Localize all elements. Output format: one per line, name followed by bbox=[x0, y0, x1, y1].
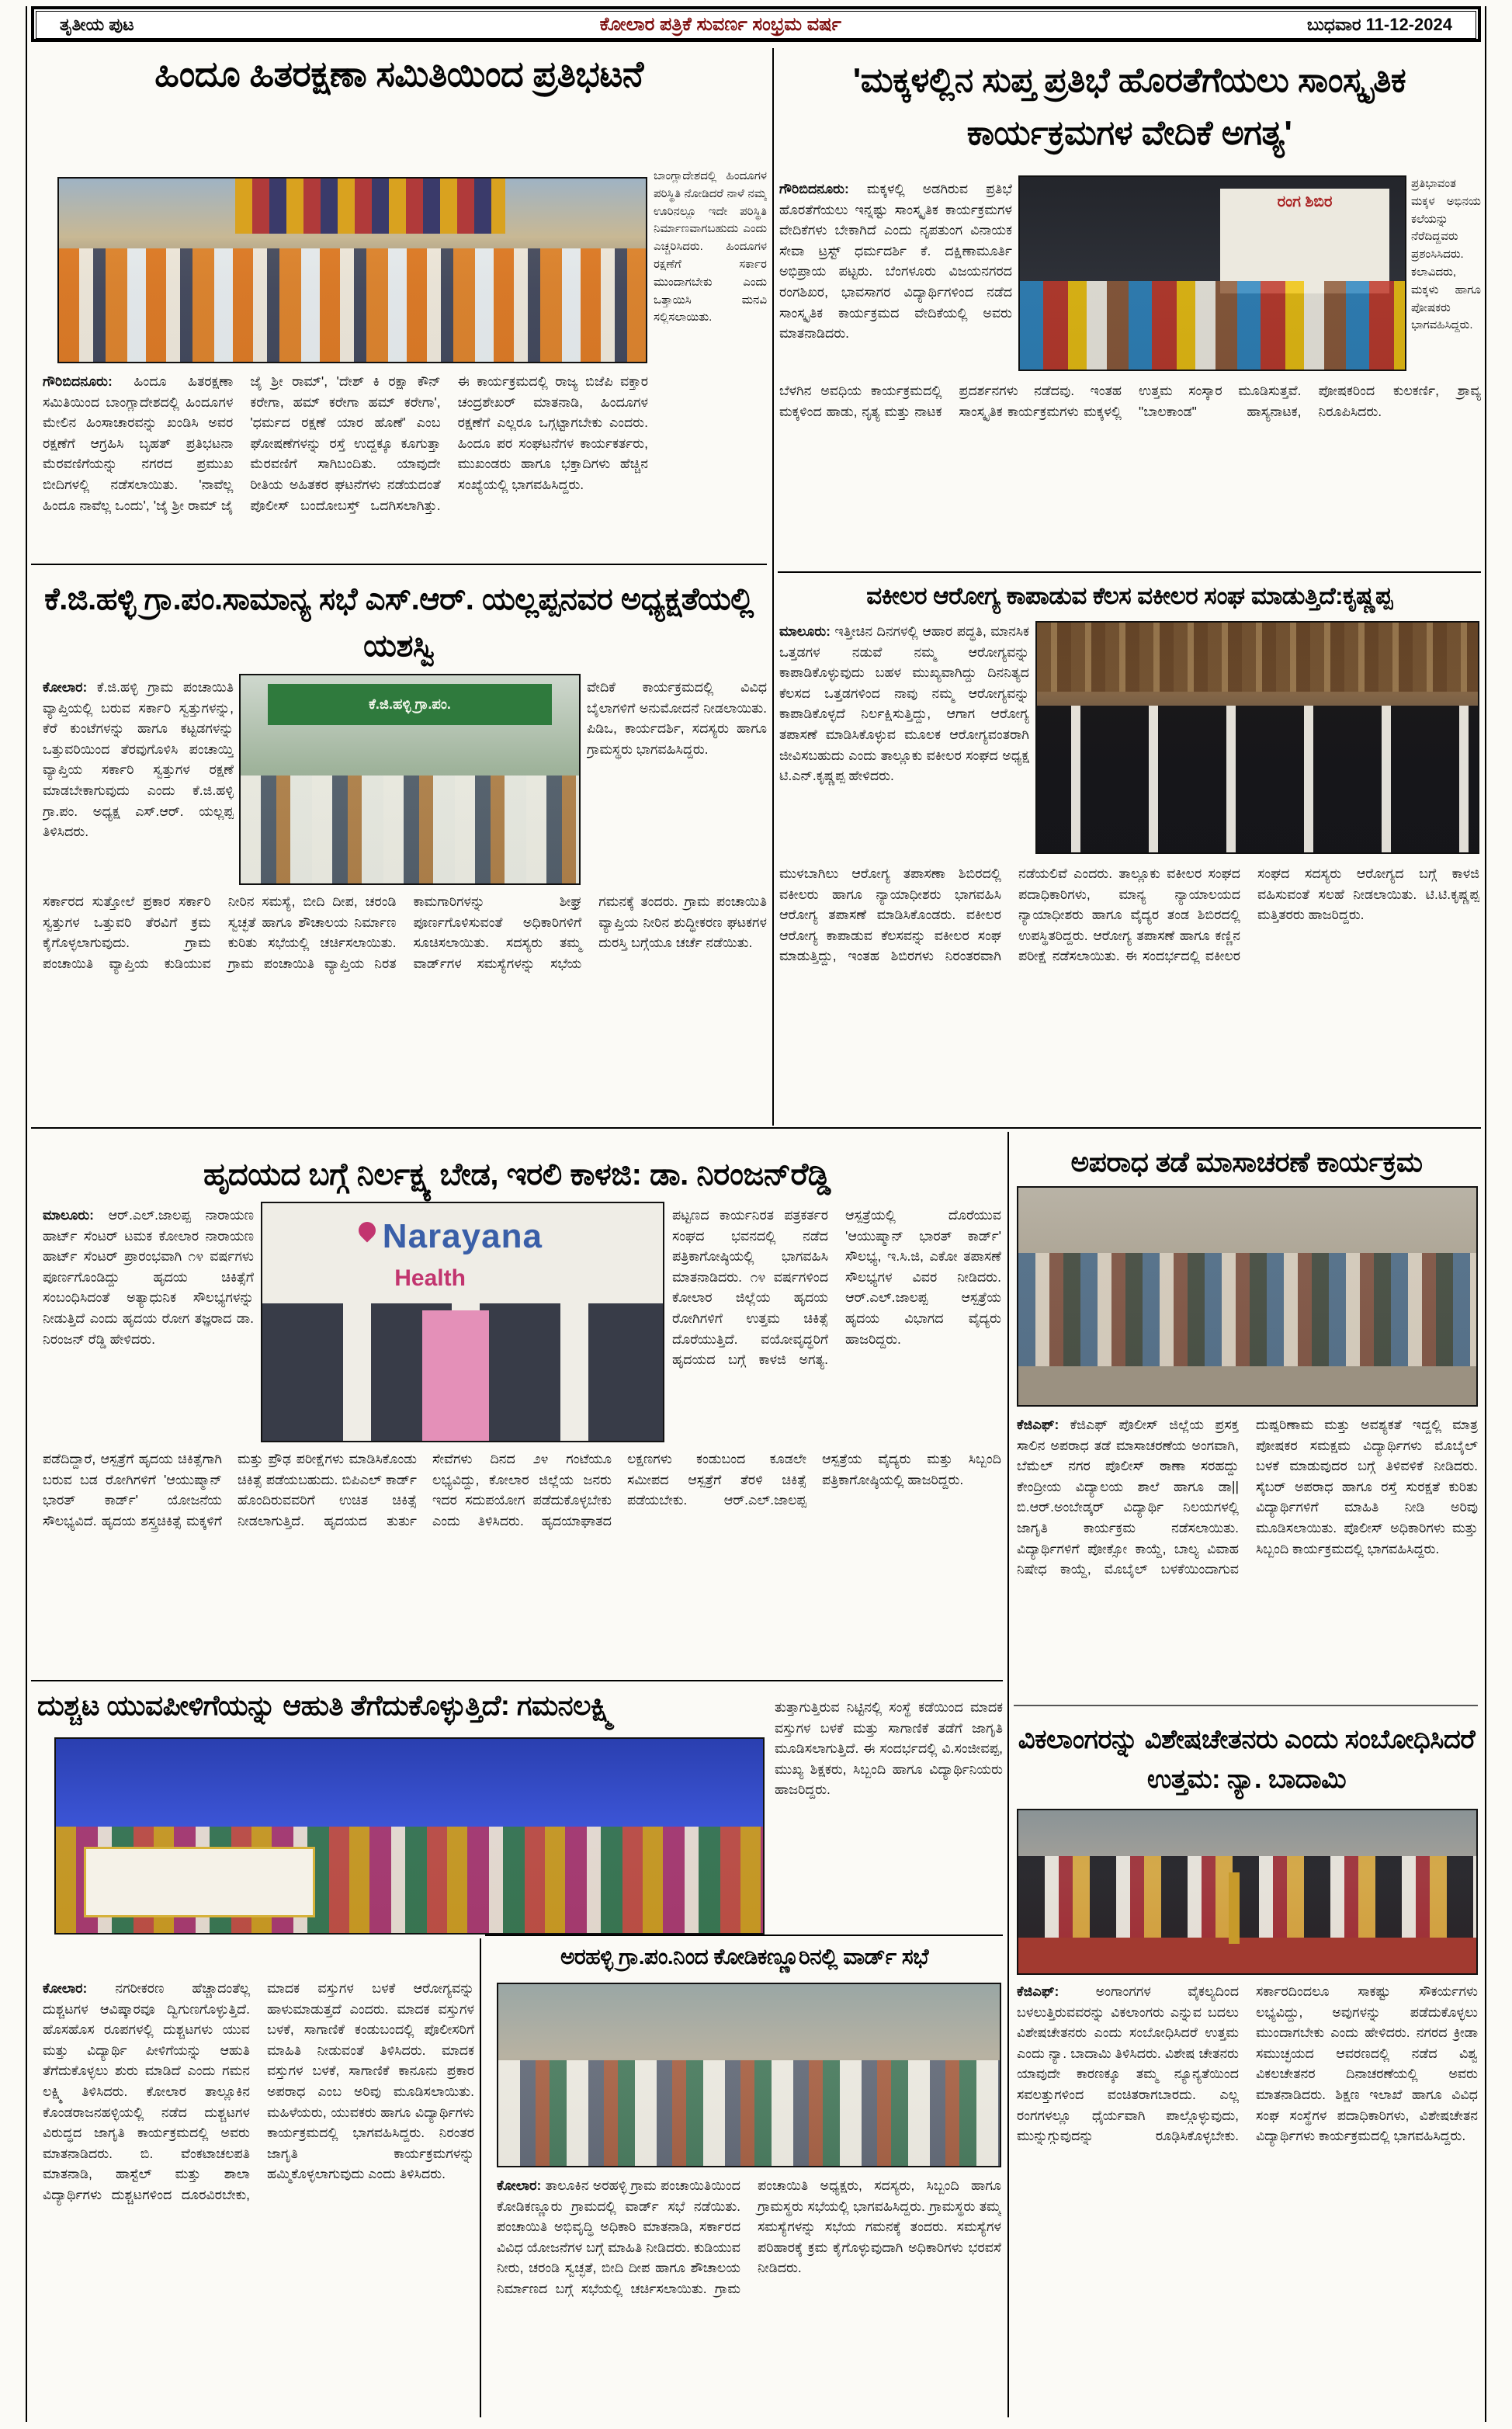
side-text: ಪ್ರತಿಭಾವಂತ ಮಕ್ಕಳ ಅಭಿನಯ ಕಲೆಯನ್ನು ನೆರೆದಿದ್ದವರು ಪ್ರಶಂಸಿಸಿದರು. ಕಲಾವಿದರು, ಮಕ್ಕಳು ಹಾಗೂ ಪೋಷಕರು ಭಾಗವಹಿಸಿದ್ದರು. bbox=[1411, 177, 1481, 332]
headline-lawyers-health: ವಕೀಲರ ಆರೋಗ್ಯ ಕಾಪಾಡುವ ಕೆಲಸ ವಕೀಲರ ಸಂಘ ಮಾಡುತ್ತಿದೆ:ಕೃಷ್ಣಪ್ಪ bbox=[866, 582, 1392, 609]
column-divider bbox=[480, 1938, 481, 2417]
section-divider bbox=[485, 1935, 1003, 1936]
page-frame-left bbox=[26, 6, 27, 2422]
headline-children-talent: 'ಮಕ್ಕಳಲ್ಲಿನ ಸುಪ್ತ ಪ್ರತಿಭೆ ಹೊರತೆಗೆಯಲು ಸಾಂಸ್ಕೃತಿಕ ಕಾರ್ಯಕ್ರಮಗಳ ವೇದಿಕೆ ಅಗತ್ಯ' bbox=[852, 61, 1406, 153]
meeting-hall-photo bbox=[239, 674, 581, 885]
side-text: ವೇದಿಕೆ ಕಾರ್ಯಕ್ರಮದಲ್ಲಿ ವಿವಿಧ ಬೈಲಾಗಳಿಗೆ ಅನುಮೋದನೆ ನೀಡಲಾಯಿತು. ಪಿಡಿಒ, ಕಾರ್ಯದರ್ಶಿ, ಸದಸ್ಯರು ಹಾಗೂ ಗ್ರಾಮಸ್ಥರು ಭಾಗವಹಿಸಿದ್ದರು. bbox=[587, 679, 767, 757]
section-divider bbox=[31, 1680, 1003, 1681]
article-side-column bbox=[587, 677, 767, 887]
article-body bbox=[779, 863, 1479, 1124]
article-lead-column bbox=[43, 677, 234, 887]
panchayat-banner bbox=[268, 684, 552, 726]
dateline: ಮಾಲೂರು: bbox=[779, 623, 831, 639]
certificate-group-photo bbox=[1018, 175, 1406, 371]
headline-crime-prevention: ಅಪರಾಧ ತಡೆ ಮಾಸಾಚರಣೆ ಕಾರ್ಯಕ್ರಮ bbox=[1070, 1146, 1423, 1178]
article-side-column bbox=[775, 1697, 1003, 1938]
awareness-march-photo bbox=[1017, 1186, 1478, 1407]
headline-hindu-protest: ಹಿಂದೂ ಹಿತರಕ್ಷಣಾ ಸಮಿತಿಯಿಂದ ಪ್ರತಿಭಟನೆ bbox=[154, 54, 643, 94]
advocates-figures bbox=[1037, 706, 1478, 852]
banner-text: ಕೆ.ಜಿ.ಹಳ್ಳಿ ಗ್ರಾ.ಪಂ. bbox=[369, 696, 451, 713]
body-text: ನಗರೀಕರಣ ಹೆಚ್ಚಾದಂತೆಲ್ಲ ದುಶ್ಚಟಗಳ ಆವಿಷ್ಕಾರವೂ ದ್ವಿಗುಣಗೊಳ್ಳುತ್ತಿದೆ. ಹೊಸಹೊಸ ರೂಪಗಳಲ್ಲಿ ದುಶ್ಚಟಗಳು ಯುವ ಮತ್ತು ವಿದ್ಯಾರ್ಥಿ ಪೀಳಿಗೆಯನ್ನು ಆಹುತಿ ತೆಗೆದುಕೊಳ್ಳಲು ಶುರು ಮಾಡಿದೆ ಎಂದು ಗಮನ ಲಕ್ಷ್ಮಿ ತಿಳಿಸಿದರು. ಕೋಲಾರ ತಾಲ್ಲೂಕಿನ ಕೊಂಡರಾಜನಹಳ್ಳಿಯಲ್ಲಿ ನಡೆದ ದುಶ್ಚಟಗಳ ವಿರುದ್ಧದ ಜಾಗೃತಿ ಕಾರ್ಯಕ್ರಮದಲ್ಲಿ ಅವರು ಮಾತನಾಡಿದರು. ಬಿ. ವೆಂಕಟಾಚಲಪತಿ ಮಾತನಾಡಿ, ಹಾಸ್ಟೆಲ್ ಮತ್ತು ಶಾಲಾ ವಿದ್ಯಾರ್ಥಿಗಳು ದುಶ್ಚಟಗಳಿಂದ ದೂರವಿರಬೇಕು, ಮಾದಕ ವಸ್ತುಗಳ ಬಳಕೆ ಆರೋಗ್ಯವನ್ನು ಹಾಳುಮಾಡುತ್ತದೆ ಎಂದರು. ಮಾದಕ ವಸ್ತುಗಳ ಬಳಕೆ, ಸಾಗಾಣಿಕೆ ಕಂಡುಬಂದಲ್ಲಿ ಪೊಲೀಸರಿಗೆ ಮಾಹಿತಿ ನೀಡುವಂತೆ ತಿಳಿಸಿದರು. ಮಾದಕ ವಸ್ತುಗಳ ಬಳಕೆ, ಸಾಗಾಣಿಕೆ ಕಾನೂನು ಪ್ರಕಾರ ಅಪರಾಧ ಎಂಬ ಅರಿವು ಮೂಡಿಸಲಾಯಿತು. ಮಹಿಳೆಯರು, ಯುವಕರು ಹಾಗೂ ವಿದ್ಯಾರ್ಥಿಗಳು ಕಾರ್ಯಕ್ರಮದಲ್ಲಿ ಭಾಗವಹಿಸಿದ್ದರು. ನಿರಂತರ ಜಾಗೃತಿ ಕಾರ್ಯಕ್ರಮಗಳನ್ನು ಹಮ್ಮಿಕೊಳ್ಳಲಾಗುವುದು ಎಂದು ತಿಳಿಸಿದರು. bbox=[43, 1980, 474, 2202]
villagers-figures bbox=[498, 2060, 1000, 2166]
side-text: ಬಾಂಗ್ಲಾದೇಶದಲ್ಲಿ ಹಿಂದೂಗಳ ಪರಿಸ್ಥಿತಿ ನೋಡಿದರೆ ನಾಳೆ ನಮ್ಮ ಊರಿನಲ್ಲೂ ಇದೇ ಪರಿಸ್ಥಿತಿ ನಿರ್ಮಾಣವಾಗಬಹುದು ಎಂದು ಎಚ್ಚರಿಸಿದರು. ಹಿಂದೂಗಳ ರಕ್ಷಣೆಗೆ ಸರ್ಕಾರ ಮುಂದಾಗಬೇಕು ಎಂದು ಒತ್ತಾಯಿಸಿ ಮನವಿ ಸಲ್ಲಿಸಲಾಯಿತು. bbox=[654, 169, 767, 324]
section-divider bbox=[31, 564, 767, 565]
masthead bbox=[31, 6, 1481, 42]
ward-meeting-photo bbox=[497, 1983, 1001, 2167]
lawyers-group-photo bbox=[1035, 621, 1479, 854]
lead-text: ಕೆ.ಜಿ.ಹಳ್ಳಿ ಗ್ರಾಮ ಪಂಚಾಯಿತಿ ವ್ಯಾಪ್ತಿಯಲ್ಲಿ ಬರುವ ಸರ್ಕಾರಿ ಸ್ವತ್ತುಗಳನ್ನು, ಕೆರೆ ಕುಂಟೆಗಳನ್ನು ಹಾಗೂ ಕಟ್ಟಡಗಳನ್ನು ಒತ್ತುವರಿಯಿಂದ ತೆರವುಗೊಳಿಸಿ ಪಂಚಾಯ್ತಿ ವ್ಯಾಪ್ತಿಯ ಸರ್ಕಾರಿ ಸ್ವತ್ತುಗಳ ರಕ್ಷಣೆ ಮಾಡಬೇಕಾಗುವುದು ಎಂದು ಕೆ.ಜಿ.ಹಳ್ಳಿ ಗ್ರಾ.ಪಂ. ಅಧ್ಯಕ್ಷ ಎಸ್.ಆರ್. ಯಲ್ಲಪ್ಪ ತಿಳಿಸಿದರು. bbox=[43, 679, 234, 840]
article-body bbox=[497, 2175, 1001, 2414]
dignitaries-figures bbox=[1018, 1856, 1476, 1938]
hospital-banner-text: Narayana bbox=[382, 1217, 543, 1256]
article-body bbox=[43, 891, 767, 1124]
hospital-banner-text-2: Health bbox=[394, 1265, 466, 1291]
page-frame-right bbox=[1485, 6, 1486, 2422]
students-figures bbox=[1018, 1253, 1476, 1366]
headline-gram-sabha: ಕೆ.ಜಿ.ಹಳ್ಳಿ ಗ್ರಾ.ಪಂ.ಸಾಮಾನ್ಯ ಸಭೆ ಎಸ್.ಆರ್. ಯಲ್ಲಪ್ಪನವರ ಅಧ್ಯಕ್ಷತೆಯಲ್ಲಿ ಯಶಸ್ವಿ bbox=[44, 582, 754, 663]
lead-text: ಇತ್ತೀಚಿನ ದಿನಗಳಲ್ಲಿ ಆಹಾರ ಪದ್ಧತಿ, ಮಾನಸಿಕ ಒತ್ತಡಗಳ ನಡುವೆ ನಮ್ಮ ಆರೋಗ್ಯವನ್ನು ಕಾಪಾಡಿಕೊಳ್ಳುವುದು ಬಹಳ ಮುಖ್ಯವಾಗಿದ್ದು ದಿನನಿತ್ಯದ ಕೆಲಸದ ಒತ್ತಡಗಳಿಂದ ನಾವು ನಮ್ಮ ಆರೋಗ್ಯವನ್ನು ಕಾಪಾಡಿಕೊಳ್ಳದೆ ನಿರ್ಲಕ್ಷಿಸುತ್ತಿದ್ದು, ಆಗಾಗ ಆರೋಗ್ಯ ತಪಾಸಣೆ ಮಾಡಿಸಿಕೊಳ್ಳುವ ಮೂಲಕ ಆರೋಗ್ಯವಂತರಾಗಿ ಜೀವಿಸಬಹುದು ಎಂದು ತಾಲ್ಲೂಕು ವಕೀಲರ ಸಂಘದ ಅಧ್ಯಕ್ಷ ಟಿ.ಎನ್.ಕೃಷ್ಣಪ್ಪ ಹೇಳಿದರು. bbox=[779, 623, 1029, 784]
stage-canopy bbox=[235, 179, 505, 234]
body-text: ಬೆಳಗಿನ ಅವಧಿಯ ಕಾರ್ಯಕ್ರಮದಲ್ಲಿ ಮಕ್ಕಳಿಂದ ಹಾಡು, ನೃತ್ಯ ಮತ್ತು ನಾಟಕ ಪ್ರದರ್ಶನಗಳು ನಡೆದವು. ಇಂತಹ ಸಾಂಸ್ಕೃತಿಕ ಕಾರ್ಯಕ್ರಮಗಳು ಮಕ್ಕಳಲ್ಲಿ ಉತ್ತಮ ಸಂಸ್ಕಾರ ಮೂಡಿಸುತ್ತವೆ. "ಬಾಲಕಾಂಡ" ಹಾಸ್ಯನಾಟಕ, ಪೋಷಕರಿಂದ ಕುಲಕರ್ಣಿ, ಶ್ರಾವ್ಯ ನಿರೂಪಿಸಿದರು. bbox=[779, 383, 1481, 419]
article-body bbox=[1017, 1981, 1478, 2414]
road-ground bbox=[1018, 1366, 1476, 1405]
dateline: ಗೌರಿಬಿದನೂರು: bbox=[43, 373, 113, 389]
headline-ward-meeting: ಅರಹಳ್ಳಿ ಗ್ರಾ.ಪಂ.ನಿಂದ ಕೋಡಿಕಣ್ಣೂರಿನಲ್ಲಿ ವಾರ್ಡ್ ಸಭೆ bbox=[560, 1945, 928, 1969]
red-carpet bbox=[1018, 1938, 1476, 1973]
column-divider bbox=[1007, 1132, 1009, 2417]
dateline: ಕೆಜಿಎಫ್: bbox=[1017, 1983, 1059, 1999]
attendees-figures bbox=[241, 776, 579, 883]
article-lead-column bbox=[779, 621, 1029, 859]
headline-youth-addiction: ದುಶ್ಚಟ ಯುವಪೀಳಿಗೆಯನ್ನು ಆಹುತಿ ತೆಗೆದುಕೊಳ್ಳುತ್ತಿದೆ: ಗಮನಲಕ್ಷ್ಮಿ bbox=[37, 1689, 614, 1721]
awareness-event-photo bbox=[54, 1737, 765, 1935]
side-text: ತುತ್ತಾಗುತ್ತಿರುವ ನಿಟ್ಟಿನಲ್ಲಿ ಸಂಸ್ಥೆ ಕಡೆಯಿಂದ ಮಾದಕ ವಸ್ತುಗಳ ಬಳಕೆ ಮತ್ತು ಸಾಗಾಣಿಕೆ ತಡೆಗೆ ಜಾಗೃತಿ ಮೂಡಿಸಲಾಗುತ್ತಿದೆ. ಈ ಸಂದರ್ಭದಲ್ಲಿ ವಿ.ಸಂಜೀವಪ್ಪ, ಮುಖ್ಯ ಶಿಕ್ಷಕರು, ಸಿಬ್ಬಂದಿ ಹಾಗೂ ವಿದ್ಯಾರ್ಥಿನಿಯರು ಹಾಜರಿದ್ದರು. bbox=[775, 1699, 1003, 1798]
lead-text: ಮಕ್ಕಳಲ್ಲಿ ಅಡಗಿರುವ ಪ್ರತಿಭೆ ಹೊರತೆಗೆಯಲು ಇನ್ನಷ್ಟು ಸಾಂಸ್ಕೃತಿಕ ಕಾರ್ಯಕ್ರಮಗಳ ವೇದಿಕೆಗಳು ಬೇಕಾಗಿದೆ ಎಂದು ನೃಪತುಂಗ ವಿನಾಯಕ ಸೇವಾ ಟ್ರಸ್ಟ್ ಧರ್ಮದರ್ಶಿ ಕೆ. ದಕ್ಷಿಣಾಮೂರ್ತಿ ಅಭಿಪ್ರಾಯ ಪಟ್ಟರು. ಬೆಂಗಳೂರು ವಿಜಯನಗರದ ರಂಗಶಿಖರ, ಭಾವಸಾಗರ ವಿದ್ಯಾರ್ಥಿಗಳಿಂದ ನಡೆದ ಸಾಂಸ್ಕೃತಿಕ ಕಾರ್ಯಕ್ರಮದ ವೇದಿಕೆಯಲ್ಲಿ ಅವರು ಮಾತನಾಡಿದರು. bbox=[779, 181, 1012, 342]
children-figures bbox=[1020, 281, 1405, 370]
body-text: ಕೆಜಿಎಫ್ ಪೊಲೀಸ್ ಜಿಲ್ಲೆಯ ಪ್ರಸಕ್ತ ಸಾಲಿನ ಅಪರಾಧ ತಡೆ ಮಾಸಾಚರಣೆಯ ಅಂಗವಾಗಿ, ಬೆಮೆಲ್ ನಗರ ಪೊಲೀಸ್ ಠಾಣಾ ಸರಹದ್ದು ಕೇಂದ್ರೀಯ ವಿದ್ಯಾಲಯ ಶಾಲೆ ಹಾಗೂ ಡಾ|| ಬಿ.ಆರ್.ಅಂಬೇಡ್ಕರ್ ವಿದ್ಯಾರ್ಥಿ ನಿಲಯಗಳಲ್ಲಿ ಜಾಗೃತಿ ಕಾರ್ಯಕ್ರಮ ನಡೆಸಲಾಯಿತು. ವಿದ್ಯಾರ್ಥಿಗಳಿಗೆ ಪೋಕ್ಸೋ ಕಾಯ್ದೆ, ಬಾಲ್ಯ ವಿವಾಹ ನಿಷೇಧ ಕಾಯ್ದೆ, ಮೊಬೈಲ್ ಬಳಕೆಯಿಂದಾಗುವ ದುಷ್ಪರಿಣಾಮ ಮತ್ತು ಅವಶ್ಯಕತೆ ಇದ್ದಲ್ಲಿ ಮಾತ್ರ ಪೋಷಕರ ಸಮಕ್ಷಮ ವಿದ್ಯಾರ್ಥಿಗಳು ಮೊಬೈಲ್ ಬಳಕೆ ಮಾಡುವುದರ ಬಗ್ಗೆ ತಿಳಿವಳಿಕೆ ನೀಡಿದರು. ಸೈಬರ್ ಅಪರಾಧ ಹಾಗೂ ರಸ್ತೆ ಸುರಕ್ಷತೆ ಕುರಿತು ವಿದ್ಯಾರ್ಥಿಗಳಿಗೆ ಮಾಹಿತಿ ನೀಡಿ ಅರಿವು ಮೂಡಿಸಲಾಯಿತು. ಪೊಲೀಸ್ ಅಧಿಕಾರಿಗಳು ಮತ್ತು ಸಿಬ್ಬಂದಿ ಕಾರ್ಯಕ್ರಮದಲ್ಲಿ ಭಾಗವಹಿಸಿದ್ದರು. bbox=[1017, 1417, 1478, 1577]
banner-text: ರಂಗ ಶಿಬಿರ bbox=[1277, 193, 1333, 210]
article-side-column bbox=[1411, 175, 1481, 373]
ceremonial-lamp bbox=[1229, 1872, 1240, 1944]
section-divider bbox=[1014, 1705, 1478, 1706]
section-divider bbox=[778, 571, 1481, 573]
disability-day-photo bbox=[1017, 1809, 1478, 1975]
event-banner-board bbox=[84, 1847, 315, 1917]
dateline: ಮಾಲೂರು: bbox=[43, 1207, 94, 1223]
article-body bbox=[43, 1449, 1001, 1675]
bookshelf bbox=[1037, 623, 1478, 692]
dateline: ಗೌರಿಬಿದನೂರು: bbox=[779, 181, 849, 196]
body-text: ಅಂಗಾಂಗಗಳ ವೈಕಲ್ಯದಿಂದ ಬಳಲುತ್ತಿರುವವರನ್ನು ವಿಕಲಾಂಗರು ಎನ್ನುವ ಬದಲು ವಿಶೇಷಚೇತನರು ಎಂದು ಸಂಬೋಧಿಸಿದರೆ ಉತ್ತಮ ಎಂದು ನ್ಯಾ. ಬಾದಾಮಿ ತಿಳಿಸಿದರು. ವಿಶೇಷ ಚೇತನರು ಯಾವುದೇ ಕಾರಣಕ್ಕೂ ತಮ್ಮ ನ್ಯೂನ್ಯತೆಯಿಂದ ಸವಲತ್ತುಗಳಿಂದ ವಂಚಿತರಾಗಬಾರದು. ಎಲ್ಲ ರಂಗಗಳಲ್ಲೂ ಧೈರ್ಯವಾಗಿ ಪಾಲ್ಗೊಳ್ಳುವುದು, ಮುನ್ನುಗ್ಗುವುದನ್ನು ರೂಢಿಸಿಕೊಳ್ಳಬೇಕು. ಸರ್ಕಾರದಿಂದಲೂ ಸಾಕಷ್ಟು ಸೌಕರ್ಯಗಳು ಲಭ್ಯವಿದ್ದು, ಅವುಗಳನ್ನು ಪಡೆದುಕೊಳ್ಳಲು ಮುಂದಾಗಬೇಕು ಎಂದು ಹೇಳಿದರು. ನಗರದ ಕ್ರೀಡಾ ಸಮುಚ್ಛಯದ ಆವರಣದಲ್ಲಿ ನಡೆದ ವಿಶ್ವ ವಿಕಲಚೇತನರ ದಿನಾಚರಣೆಯಲ್ಲಿ ಅವರು ಮಾತನಾಡಿದರು. ಶಿಕ್ಷಣ ಇಲಾಖೆ ಹಾಗೂ ವಿವಿಧ ಸಂಘ ಸಂಸ್ಥೆಗಳ ಪದಾಧಿಕಾರಿಗಳು, ವಿಶೇಷಚೇತನ ವಿದ್ಯಾರ್ಥಿಗಳು ಕಾರ್ಯಕ್ರಮದಲ್ಲಿ ಭಾಗವಹಿಸಿದ್ದರು. bbox=[1017, 1983, 1478, 2144]
body-text: ಸರ್ಕಾರದ ಸುತ್ತೋಲೆ ಪ್ರಕಾರ ಸರ್ಕಾರಿ ಸ್ವತ್ತುಗಳ ಒತ್ತುವರಿ ತೆರವಿಗೆ ಕ್ರಮ ಕೈಗೊಳ್ಳಲಾಗುವುದು. ಗ್ರಾಮ ಪಂಚಾಯಿತಿ ವ್ಯಾಪ್ತಿಯ ಕುಡಿಯುವ ನೀರಿನ ಸಮಸ್ಯೆ, ಬೀದಿ ದೀಪ, ಚರಂಡಿ ಸ್ವಚ್ಛತೆ ಹಾಗೂ ಶೌಚಾಲಯ ನಿರ್ಮಾಣ ಕುರಿತು ಸಭೆಯಲ್ಲಿ ಚರ್ಚಿಸಲಾಯಿತು. ಗ್ರಾಮ ಪಂಚಾಯಿತಿ ವ್ಯಾಪ್ತಿಯ ನಿರತ ಕಾಮಗಾರಿಗಳನ್ನು ಶೀಘ್ರ ಪೂರ್ಣಗೊಳಿಸುವಂತೆ ಅಧಿಕಾರಿಗಳಿಗೆ ಸೂಚಿಸಲಾಯಿತು. ಸದಸ್ಯರು ತಮ್ಮ ವಾರ್ಡ್‌ಗಳ ಸಮಸ್ಯೆಗಳನ್ನು ಸಭೆಯ ಗಮನಕ್ಕೆ ತಂದರು. ಗ್ರಾಮ ಪಂಚಾಯಿತಿ ವ್ಯಾಪ್ತಿಯ ನೀರಿನ ಶುದ್ಧೀಕರಣ ಘಟಕಗಳ ದುರಸ್ತಿ ಬಗ್ಗೆಯೂ ಚರ್ಚೆ ನಡೆಯಿತು. bbox=[43, 894, 767, 971]
event-banner bbox=[1220, 189, 1389, 293]
crowd-figures bbox=[59, 248, 646, 362]
dateline: ಕೋಲಾರ: bbox=[43, 1980, 88, 1996]
article-side-columns bbox=[672, 1205, 1001, 1444]
headline-specially-abled: ವಿಕಲಾಂಗರನ್ನು ವಿಶೇಷಚೇತನರು ಎಂದು ಸಂಬೋಧಿಸಿದರೆ ಉತ್ತಮ: ನ್ಯಾ. ಬಾದಾಮಿ bbox=[1018, 1725, 1476, 1794]
article-body bbox=[779, 380, 1481, 557]
date-label: ಬುಧವಾರ 11-12-2024 bbox=[1306, 15, 1452, 34]
protest-photo bbox=[57, 177, 647, 363]
heart-logo bbox=[355, 1219, 379, 1243]
side-text: ಪಟ್ಟಣದ ಕಾರ್ಯನಿರತ ಪತ್ರಕರ್ತರ ಸಂಘದ ಭವನದಲ್ಲಿ ನಡೆದ ಪತ್ರಿಕಾಗೋಷ್ಠಿಯಲ್ಲಿ ಭಾಗವಹಿಸಿ ಮಾತನಾಡಿದರು. ೧೪ ವರ್ಷಗಳಿಂದ ಕೋಲಾರ ಜಿಲ್ಲೆಯ ಹೃದಯ ರೋಗಿಗಳಿಗೆ ಉತ್ತಮ ಚಿಕಿತ್ಸೆ ದೊರೆಯುತ್ತಿದೆ. ವಯೋವೃದ್ಧರಿಗೆ ಹೃದಯದ ಬಗ್ಗೆ ಕಾಳಜಿ ಅಗತ್ಯ. ಆಸ್ಪತ್ರೆಯಲ್ಲಿ ದೊರೆಯುವ 'ಆಯುಷ್ಮಾನ್ ಭಾರತ್ ಕಾರ್ಡ್' ಸೌಲಭ್ಯ, ಇ.ಸಿ.ಜಿ, ಎಕೋ ತಪಾಸಣೆ ಸೌಲಭ್ಯಗಳ ವಿವರ ನೀಡಿದರು. ಆರ್.ಎಲ್.ಜಾಲಪ್ಪ ಆಸ್ಪತ್ರೆಯ ಹೃದಯ ವಿಭಾಗದ ವೈದ್ಯರು ಹಾಜರಿದ್ದರು. bbox=[672, 1207, 1001, 1368]
article-body bbox=[43, 1978, 474, 2414]
dateline: ಕೋಲಾರ: bbox=[43, 679, 88, 695]
article-lead-column bbox=[779, 179, 1012, 376]
article-side-column bbox=[654, 168, 767, 557]
dateline: ಕೆಜಿಎಫ್: bbox=[1017, 1417, 1059, 1432]
body-text: ಪಡೆದಿದ್ದಾರೆ, ಆಸ್ಪತ್ರೆಗೆ ಹೃದಯ ಚಿಕಿತ್ಸೆಗಾಗಿ ಬರುವ ಬಡ ರೋಗಿಗಳಿಗೆ 'ಆಯುಷ್ಮಾನ್ ಭಾರತ್ ಕಾರ್ಡ್' ಯೋಜನೆಯ ಸೌಲಭ್ಯವಿದೆ. ಹೃದಯ ಶಸ್ತ್ರಚಿಕಿತ್ಸೆ ಮಕ್ಕಳಿಗೆ ಮತ್ತು ಪ್ರೌಢ ಪರೀಕ್ಷೆಗಳು ಮಾಡಿಸಿಕೊಂಡು ಚಿಕಿತ್ಸೆ ಪಡೆಯಬಹುದು. ಬಿಪಿಎಲ್ ಕಾರ್ಡ್ ಹೊಂದಿರುವವರಿಗೆ ಉಚಿತ ಚಿಕಿತ್ಸೆ ನೀಡಲಾಗುತ್ತಿದೆ. ಹೃದಯದ ತುರ್ತು ಸೇವೆಗಳು ದಿನದ ೨೪ ಗಂಟೆಯೂ ಲಭ್ಯವಿದ್ದು, ಕೋಲಾರ ಜಿಲ್ಲೆಯ ಜನರು ಇದರ ಸದುಪಯೋಗ ಪಡೆದುಕೊಳ್ಳಬೇಕು ಎಂದು ತಿಳಿಸಿದರು. ಹೃದಯಾಘಾತದ ಲಕ್ಷಣಗಳು ಕಂಡುಬಂದ ಕೂಡಲೇ ಸಮೀಪದ ಆಸ್ಪತ್ರೆಗೆ ತೆರಳಿ ಚಿಕಿತ್ಸೆ ಪಡೆಯಬೇಕು. ಆರ್.ಎಲ್.ಜಾಲಪ್ಪ ಆಸ್ಪತ್ರೆಯ ವೈದ್ಯರು ಮತ್ತು ಸಿಬ್ಬಂದಿ ಪತ್ರಿಕಾಗೋಷ್ಠಿಯಲ್ಲಿ ಹಾಜರಿದ್ದರು. bbox=[43, 1451, 1001, 1529]
column-divider bbox=[772, 48, 774, 1126]
page-number-label: ತೃತೀಯ ಪುಟ bbox=[60, 15, 134, 34]
press-conference-photo bbox=[261, 1202, 664, 1442]
masthead-title: ಕೋಲಾರ ಪತ್ರಿಕೆ ಸುವರ್ಣ ಸಂಭ್ರಮ ವರ್ಷ bbox=[599, 14, 841, 35]
speaker-pink-shirt bbox=[422, 1310, 489, 1441]
dateline: ಕೋಲಾರ: bbox=[497, 2177, 542, 2193]
article-body bbox=[43, 371, 648, 557]
body-text: ಹಿಂದೂ ಹಿತರಕ್ಷಣಾ ಸಮಿತಿಯಿಂದ ಬಾಂಗ್ಲಾದೇಶದಲ್ಲಿ ಹಿಂದೂಗಳ ಮೇಲಿನ ಹಿಂಸಾಚಾರವನ್ನು ಖಂಡಿಸಿ ಅವರ ರಕ್ಷಣೆಗೆ ಆಗ್ರಹಿಸಿ ಬೃಹತ್ ಪ್ರತಿಭಟನಾ ಮೆರವಣಿಗೆಯನ್ನು ನಗರದ ಪ್ರಮುಖ ಬೀದಿಗಳಲ್ಲಿ ನಡೆಸಲಾಯಿತು. 'ನಾವೆಲ್ಲ ಹಿಂದೂ ನಾವೆಲ್ಲ ಒಂದು', 'ಜೈ ಶ್ರೀ ರಾಮ್ ಜೈ ಜೈ ಶ್ರೀ ರಾಮ್', 'ದೇಶ್ ಕಿ ರಕ್ಷಾ ಕೌನ್ ಕರೇಗಾ, ಹಮ್ ಕರೇಗಾ ಹಮ್ ಕರೇಗಾ', 'ಧರ್ಮದ ರಕ್ಷಣೆ ಯಾರ ಹೊಣೆ' ಎಂಬ ಘೋಷಣೆಗಳನ್ನು ರಸ್ತೆ ಉದ್ದಕ್ಕೂ ಕೂಗುತ್ತಾ ಮೆರವಣಿಗೆ ಸಾಗಿಬಂದಿತು. ಯಾವುದೇ ರೀತಿಯ ಅಹಿತಕರ ಘಟನೆಗಳು ನಡೆಯದಂತೆ ಪೊಲೀಸ್ ಬಂದೋಬಸ್ತ್ ಒದಗಿಸಲಾಗಿತ್ತು. ಈ ಕಾರ್ಯಕ್ರಮದಲ್ಲಿ ರಾಜ್ಯ ಬಿಜೆಪಿ ವಕ್ತಾರ ಚಂದ್ರಶೇಖರ್ ಮಾತನಾಡಿ, ಹಿಂದೂಗಳ ರಕ್ಷಣೆಗೆ ಎಲ್ಲರೂ ಒಗ್ಗಟ್ಟಾಗಬೇಕು ಎಂದರು. ಹಿಂದೂ ಪರ ಸಂಘಟನೆಗಳ ಕಾರ್ಯಕರ್ತರು, ಮುಖಂಡರು ಹಾಗೂ ಭಕ್ತಾದಿಗಳು ಹೆಚ್ಚಿನ ಸಂಖ್ಯೆಯಲ್ಲಿ ಭಾಗವಹಿಸಿದ್ದರು. bbox=[43, 373, 648, 513]
article-lead-column bbox=[43, 1205, 254, 1444]
body-text: ಮುಳಬಾಗಿಲು ಆರೋಗ್ಯ ತಪಾಸಣಾ ಶಿಬಿರದಲ್ಲಿ ವಕೀಲರು ಹಾಗೂ ನ್ಯಾಯಾಧೀಶರು ಭಾಗವಹಿಸಿ ಆರೋಗ್ಯ ತಪಾಸಣೆ ಮಾಡಿಸಿಕೊಂಡರು. ವಕೀಲರ ಆರೋಗ್ಯ ಕಾಪಾಡುವ ಕೆಲಸವನ್ನು ವಕೀಲರ ಸಂಘ ಮಾಡುತ್ತಿದ್ದು, ಇಂತಹ ಶಿಬಿರಗಳು ನಿರಂತರವಾಗಿ ನಡೆಯಲಿವೆ ಎಂದರು. ತಾಲ್ಲೂಕು ವಕೀಲರ ಸಂಘದ ಪದಾಧಿಕಾರಿಗಳು, ಮಾನ್ಯ ನ್ಯಾಯಾಲಯದ ನ್ಯಾಯಾಧೀಶರು ಹಾಗೂ ವೈದ್ಯರ ತಂಡ ಶಿಬಿರದಲ್ಲಿ ಉಪಸ್ಥಿತರಿದ್ದರು. ಆರೋಗ್ಯ ತಪಾಸಣೆ ಹಾಗೂ ಕಣ್ಣಿನ ಪರೀಕ್ಷೆ ನಡೆಸಲಾಯಿತು. ಈ ಸಂದರ್ಭದಲ್ಲಿ ವಕೀಲರ ಸಂಘದ ಸದಸ್ಯರು ಆರೋಗ್ಯದ ಬಗ್ಗೆ ಕಾಳಜಿ ವಹಿಸುವಂತೆ ಸಲಹೆ ನೀಡಲಾಯಿತು. ಟಿ.ಟಿ.ಕೃಷ್ಣಪ್ಪ ಮತ್ತಿತರರು ಹಾಜರಿದ್ದರು. bbox=[779, 866, 1479, 964]
headline-heart-care: ಹೃದಯದ ಬಗ್ಗೆ ನಿರ್ಲಕ್ಷ್ಯ ಬೇಡ, ಇರಲಿ ಕಾಳಜಿ: ಡಾ. ನಿರಂಜನ್‌ರೆಡ್ಡಿ bbox=[203, 1157, 831, 1192]
section-divider bbox=[31, 1127, 1481, 1129]
body-text: ತಾಲೂಕಿನ ಅರಹಳ್ಳಿ ಗ್ರಾಮ ಪಂಚಾಯಿತಿಯಿಂದ ಕೋಡಿಕಣ್ಣೂರು ಗ್ರಾಮದಲ್ಲಿ ವಾರ್ಡ್ ಸಭೆ ನಡೆಯಿತು. ಪಂಚಾಯಿತಿ ಅಭಿವೃದ್ಧಿ ಅಧಿಕಾರಿ ಮಾತನಾಡಿ, ಸರ್ಕಾರದ ವಿವಿಧ ಯೋಜನೆಗಳ ಬಗ್ಗೆ ಮಾಹಿತಿ ನೀಡಿದರು. ಕುಡಿಯುವ ನೀರು, ಚರಂಡಿ ಸ್ವಚ್ಛತೆ, ಬೀದಿ ದೀಪ ಹಾಗೂ ಶೌಚಾಲಯ ನಿರ್ಮಾಣದ ಬಗ್ಗೆ ಸಭೆಯಲ್ಲಿ ಚರ್ಚಿಸಲಾಯಿತು. ಗ್ರಾಮ ಪಂಚಾಯಿತಿ ಅಧ್ಯಕ್ಷರು, ಸದಸ್ಯರು, ಸಿಬ್ಬಂದಿ ಹಾಗೂ ಗ್ರಾಮಸ್ಥರು ಸಭೆಯಲ್ಲಿ ಭಾಗವಹಿಸಿದ್ದರು. ಗ್ರಾಮಸ್ಥರು ತಮ್ಮ ಸಮಸ್ಯೆಗಳನ್ನು ಸಭೆಯ ಗಮನಕ್ಕೆ ತಂದರು. ಸಮಸ್ಯೆಗಳ ಪರಿಹಾರಕ್ಕೆ ಕ್ರಮ ಕೈಗೊಳ್ಳುವುದಾಗಿ ಅಧಿಕಾರಿಗಳು ಭರವಸೆ ನೀಡಿದರು. bbox=[497, 2177, 1001, 2296]
article-body bbox=[1017, 1414, 1478, 1694]
lead-text: ಆರ್.ಎಲ್.ಜಾಲಪ್ಪ ನಾರಾಯಣ ಹಾರ್ಟ್ ಸೆಂಟರ್ ಟಮಕ ಕೋಲಾರ ನಾರಾಯಣ ಹಾರ್ಟ್ ಸೆಂಟರ್ ಪ್ರಾರಂಭವಾಗಿ ೧೪ ವರ್ಷಗಳು ಪೂರ್ಣಗೊಂಡಿದ್ದು ಹೃದಯ ಚಿಕಿತ್ಸೆಗೆ ಸಂಬಂಧಿಸಿದಂತೆ ಅತ್ಯಾಧುನಿಕ ಸೌಲಭ್ಯಗಳನ್ನು ನೀಡುತ್ತಿದೆ ಎಂದು ಹೃದಯ ರೋಗ ತಜ್ಞರಾದ ಡಾ. ನಿರಂಜನ್ ರೆಡ್ಡಿ ಹೇಳಿದರು. bbox=[43, 1207, 254, 1347]
